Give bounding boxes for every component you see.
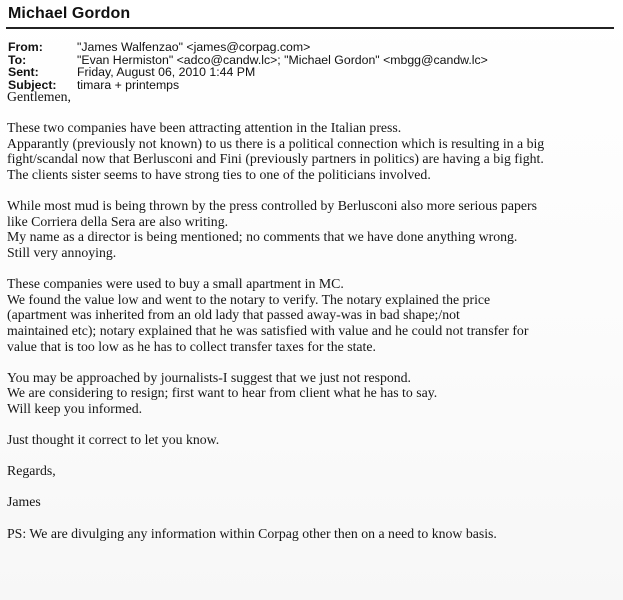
body-line: Still very annoying. bbox=[7, 244, 117, 260]
subject-label: Subject: bbox=[8, 77, 57, 92]
body-line: My name as a director is being mentioned; no comments that we have done anything wrong. bbox=[7, 229, 518, 245]
sent-row bbox=[8, 66, 488, 79]
sent-label: Sent: bbox=[8, 65, 39, 79]
body-line: (apartment was inherited from an old lady that passed away-was in bad shape;/not bbox=[7, 307, 460, 323]
body-line: like Corriera della Sera are also writing. bbox=[7, 213, 229, 229]
signature: James bbox=[7, 494, 41, 510]
body-line: fight/scandal now that Berlusconi and Fini (previously partners in politics) are having a big fight. bbox=[7, 151, 544, 167]
body-line: We found the value low and went to the notary to verify. The notary explained the price bbox=[7, 291, 491, 307]
body-line: value that is too low as he has to collect transfer taxes for the state. bbox=[7, 338, 376, 354]
to-label: To: bbox=[8, 52, 27, 67]
header-divider bbox=[6, 27, 614, 29]
body-line: We are considering to resign; first want to hear from client what he has to say. bbox=[7, 385, 438, 401]
paragraph-journalists bbox=[7, 370, 619, 417]
paragraph-apartment bbox=[7, 276, 619, 354]
body-line: These two companies have been attracting attention in the Italian press. bbox=[7, 120, 402, 136]
postscript: PS: We are divulging any information within Corpag other then on a need to know basis. bbox=[7, 525, 497, 541]
from-label: From: bbox=[8, 40, 43, 54]
body-line: While most mud is being thrown by the press controlled by Berlusconi also more serious papers bbox=[7, 198, 537, 214]
body-line: These companies were used to buy a small apartment in MC. bbox=[7, 276, 344, 292]
body-line: Apparantly (previously not known) to us there is a political connection which is resulting in a big bbox=[7, 135, 545, 151]
sent-value: Friday, August 06, 2010 1:44 PM bbox=[77, 65, 256, 79]
email-headers bbox=[8, 41, 488, 91]
body-line: maintained etc); notary explained that he was satisfied with value and he could not transfer for bbox=[7, 322, 529, 338]
from-row bbox=[8, 41, 488, 54]
body-line: You may be approached by journalists-I suggest that we just not respond. bbox=[7, 369, 412, 385]
email-body bbox=[7, 89, 619, 541]
subject-value: timara + printemps bbox=[77, 77, 180, 92]
paragraph-press-attention bbox=[7, 120, 619, 182]
greeting: Gentlemen, bbox=[7, 89, 71, 104]
body-line: Will keep you informed. bbox=[7, 400, 143, 416]
from-value: "James Walfenzao" <james@corpag.com> bbox=[77, 40, 311, 54]
closing: Regards, bbox=[7, 463, 56, 479]
to-value: "Evan Hermiston" <adco@candw.lc>; "Michael Gordon" <mbgg@candw.lc> bbox=[77, 52, 488, 67]
paragraph-mud-thrown bbox=[7, 198, 619, 260]
mailbox-owner-name: Michael Gordon bbox=[8, 5, 131, 22]
body-line: The clients sister seems to have strong ties to one of the politicians involved. bbox=[7, 166, 431, 182]
paragraph-let-you-know: Just thought it correct to let you know. bbox=[7, 432, 220, 448]
